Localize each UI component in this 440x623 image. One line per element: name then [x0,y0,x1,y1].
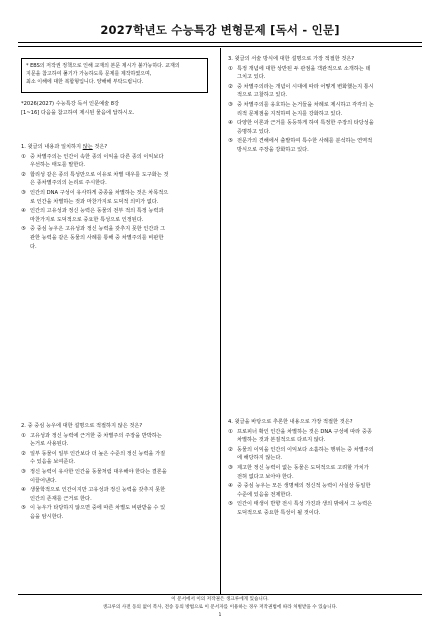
question-1 [21,143,214,252]
footer-copyright: 이 문서에서 이의 저작권은 생크루에게 있습니다. [171,597,269,602]
answer-option-5[interactable]: ⑤ 이 능우가 타당하지 않으면 중에 따른 차별도 비판받을 수 있 음을 암시한다. [21,505,166,520]
notice-line: 최소 이해에 대한 복합형입니다. 양해해 부탁드립니다. [26,79,144,85]
answer-option-2[interactable]: ② 합리성 같은 종의 특성만으로 이유로 차별 대우를 도구화는 것 은 종차별주의의 논리로 주시한다. [21,171,169,187]
option-number: ⑤ [21,226,26,233]
option-number: ④ [228,120,233,127]
option-number: ① [228,65,233,72]
page-title: 2027학년도 수능특강 변형문제 [독서 - 인문] [100,23,340,37]
answer-option-1[interactable]: ① 특정 개념에 대한 상반된 두 관점을 객관적으로 소개하는 데 그치고 있다. [228,65,371,81]
answer-option-1[interactable]: ① 프로피너 확인 인간을 차별하는 것은 DNA 구성에 따라 중종 차별하는 것과 본질적으로 다르지 않다. [228,428,372,444]
option-number: ② [228,446,233,453]
answer-option-5[interactable]: ⑤ 중 중심 능우은 고유성과 정신 능력을 갖추지 못한 인간과 그 관한 능력을 같은 동물의 사례를 통해 중 차별주의를 비판한 다. [21,226,166,250]
question-stem: 3. 윗글의 서술 방식에 대한 설명으로 가장 적절한 것은? [228,56,355,62]
source-instruction: [1~16] 다음을 참고하여 제시된 물음에 답하시오. [21,109,135,116]
option-number: ③ [21,189,26,196]
answer-option-1[interactable]: ① 고유성과 정신 능력에 근거한 중 차별주의 주장을 반박하는 논거로 사용된다. [21,432,162,448]
answer-option-5[interactable]: ⑤ 전문가의 견해에서 출발하여 특수한 사례를 분석하는 연역적 방식으로 주장을 강화하고 있다. [228,138,373,153]
option-number: ② [228,83,233,90]
notice-line: 지문을 참고하여 풀기가 가능하도록 문제를 제작하였으며, [26,71,152,77]
option-number: ② [21,171,26,178]
question-2 [21,422,214,523]
header-divider-top [18,42,422,43]
option-number: ⑤ [228,501,233,508]
option-number: ③ [228,101,233,108]
header-divider-bottom [18,46,422,47]
answer-option-4[interactable]: ④ 중 중심 능우는 모든 생명체의 정신적 능력이 사실상 동일한 수준에 있음을 전제한다. [228,483,371,498]
option-number: ④ [21,208,26,215]
footer-divider [18,594,422,595]
answer-option-1[interactable]: ① 중 차별주의는 인간이 속한 종의 이익을 다른 종의 이익보다 우선하는 태도를 말한다. [21,153,164,169]
option-number: ⑤ [21,505,26,512]
question-stem: 4. 윗글을 바탕으로 추론한 내용으로 가장 적절한 것은? [228,419,353,425]
option-number: ④ [228,483,233,490]
page-number: 1 [218,613,222,618]
copyright-notice-box [21,58,208,93]
option-number: ③ [21,468,26,475]
answer-option-3[interactable]: ③ 제고한 정신 능력이 없는 동물은 도덕적으로 고려할 가치가 전혀 없다고 보아야 한다. [228,464,369,480]
answer-option-4[interactable]: ④ 다양한 이론과 근거를 동등하게 하여 특정한 주장의 타당성을 증명하고 있다. [228,120,374,135]
source-label: *2026(2027) 수능특강 독서 인문예술 8강 [21,101,120,107]
answer-option-4[interactable]: ④ 생물학적으로 인간이지만 고유성과 정신 능력을 갖추지 못한 인간의 존재를 근거로 한다. [21,487,166,502]
option-number: ① [228,428,233,435]
answer-option-5[interactable]: ⑤ 인간이 태생이 반향 전시 특성 가진과 생의 밖에서 그 능력은 도덕적으로 중요한 특성이 될 것이다. [228,501,373,516]
source-info [21,100,214,117]
answer-option-3[interactable]: ③ 중 차별주의를 옹호하는 논거들을 차례로 제시하고 각각의 논 리적 문제점을 지적하며 논지를 강화하고 있다. [228,101,374,117]
question-stem: 2. 중 중심 능우에 대한 설명으로 적절하지 않은 것은? [21,423,143,429]
option-number: ① [21,432,26,439]
option-number: ② [21,450,26,457]
answer-option-3[interactable]: ③ 정신 능력이 유사한 인간을 동물처럼 대우해야 한다는 결론을 이끌어낸다. [21,468,167,484]
option-number: ④ [21,487,26,494]
answer-option-3[interactable]: ③ 인간의 DNA 구성이 유사하게 중종을 차별하는 것은 차목적으 로 인간을 차별하는 것과 마찬가지로 도덕적 의미가 없다. [21,189,169,205]
answer-option-2[interactable]: ② 동물의 이익을 인간의 이익보다 소홀하는 행위는 중 차별주의 에 해당하지 않는다. [228,446,374,462]
answer-option-2[interactable]: ② 중 차별주의라는 개념이 시대에 따라 어떻게 변화했는지 통시 적으로 고찰하고 있다. [228,83,374,99]
question-4 [228,418,420,519]
footer-legal-warning: 생크루의 사전 동의 없이 복사, 전송 등의 방법으로 이 문서자를 이용하는 경우 저작권법에 따라 처벌받을 수 있습니다. [102,605,338,610]
answer-option-4[interactable]: ④ 인간의 고유성과 정신 능력은 동물의 전부 적의 특정 능력과 마찬가지로 도덕적으로 중요한 특성으로 인정된다. [21,208,164,223]
option-number: ① [21,153,26,160]
answer-option-2[interactable]: ② 일부 동물이 일부 인간보다 더 높은 수준의 정신 능력을 가질 수 있음을 보여준다. [21,450,166,466]
option-number: ③ [228,464,233,471]
question-3 [228,55,420,156]
notice-line: * EBS의 저작권 정책으로 인해 교재의 본문 제시가 불가능하다. 교재의 [26,63,180,69]
question-stem: 1. 윗글의 내용과 일치하지 않는 것은? [21,144,108,150]
option-number: ⑤ [228,138,233,145]
column-divider [220,48,221,594]
